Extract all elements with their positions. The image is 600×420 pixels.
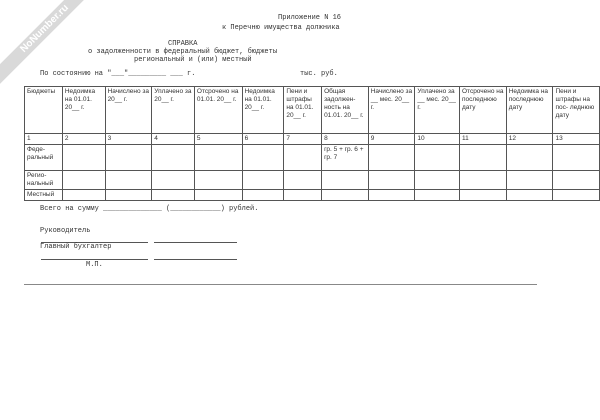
document-subtitle: о задолженности в федеральный бюджет, бюджеты (88, 48, 278, 56)
column-number: 11 (459, 134, 506, 145)
budget-label: Местный (25, 190, 63, 201)
header-row (25, 87, 600, 134)
units-label: тыс. руб. (300, 70, 338, 78)
column-number: 3 (105, 134, 152, 145)
budget-label: Регио- нальный (25, 171, 63, 190)
debt-table (24, 86, 600, 201)
budget-label: Феде- ральный (25, 145, 63, 171)
head-label: Руководитель (40, 227, 91, 235)
accountant-label: Главный бухгалтер (40, 243, 112, 251)
column-number: 1 (25, 134, 63, 145)
column-number: 12 (506, 134, 553, 145)
header-cell: Общая задолжен- ность на 01.01. 20__ г. (322, 87, 369, 134)
formula-cell: гр. 5 + гр. 6 + гр. 7 (322, 145, 369, 171)
header-cell: Недоимка на 01.01. 20__ г. (62, 87, 105, 134)
column-number-row (25, 134, 600, 145)
column-number: 5 (194, 134, 242, 145)
column-number: 10 (415, 134, 460, 145)
watermark: NoNumber.ru (0, 0, 103, 87)
divider (24, 284, 537, 285)
head-name-line (154, 242, 237, 243)
document-title: СПРАВКА (168, 40, 198, 48)
column-number: 4 (152, 134, 195, 145)
accountant-signature-line (41, 259, 148, 260)
column-number: 8 (322, 134, 369, 145)
column-number: 7 (284, 134, 322, 145)
column-number: 13 (553, 134, 600, 145)
stamp-label: М.П. (86, 261, 103, 269)
accountant-name-line (154, 259, 237, 260)
table-row (25, 171, 600, 190)
as-of-date: По состоянию на "___"_________ ___ г. (40, 70, 196, 78)
appendix-sub: к Перечню имущества должника (222, 24, 340, 32)
column-number: 2 (62, 134, 105, 145)
header-cell: Недоимка на последнюю дату (506, 87, 553, 134)
appendix-label: Приложение N 16 (278, 14, 342, 22)
header-cell: Отсрочено на 01.01. 20__ г. (194, 87, 242, 134)
header-cell: Уплачено за 20__ г. (152, 87, 195, 134)
column-number: 9 (368, 134, 415, 145)
header-cell: Начислено за 20__ г. (105, 87, 152, 134)
total-sum-line: Всего на сумму ______________ (____________) рублей. (40, 205, 259, 213)
table-row (25, 190, 600, 201)
header-cell: Бюджеты (25, 87, 63, 134)
column-number: 6 (242, 134, 284, 145)
table-row (25, 145, 600, 171)
header-cell: Отсрочено на последнюю дату (459, 87, 506, 134)
header-cell: Уплачено за __ мес. 20__ г. (415, 87, 460, 134)
header-cell: Пени и штрафы на пос- леднюю дату (553, 87, 600, 134)
header-cell: Недоимка на 01.01. 20__ г. (242, 87, 284, 134)
document-subtitle-2: региональный и (или) местный (134, 56, 252, 64)
header-cell: Пени и штрафы на 01.01. 20__ г. (284, 87, 322, 134)
header-cell: Начислено за __ мес. 20__ г. (368, 87, 415, 134)
